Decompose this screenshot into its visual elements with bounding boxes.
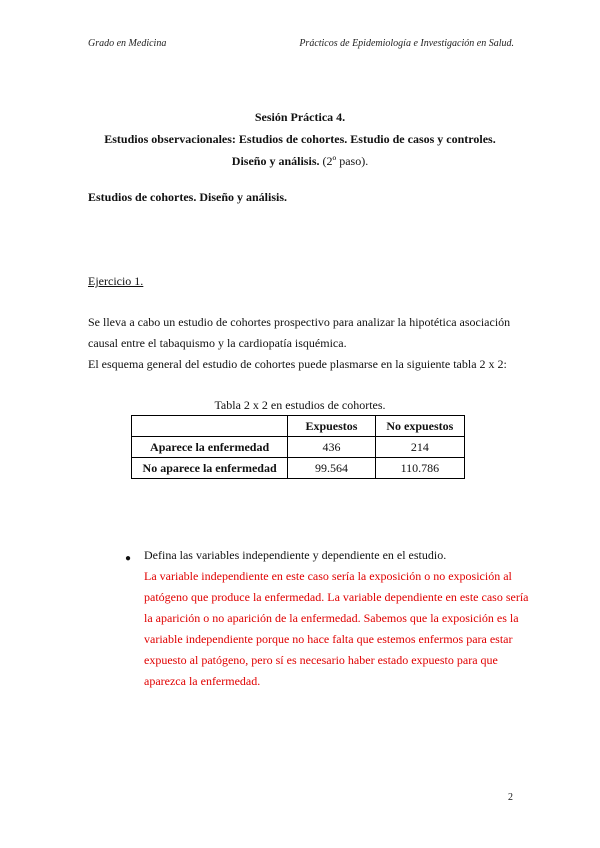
table-caption: Tabla 2 x 2 en estudios de cohortes. [214,398,386,412]
header-left: Grado en Medicina [88,38,167,49]
section-title: Estudios de cohortes. Diseño y análisis. [88,190,288,204]
table-cell: 99.564 [288,458,376,479]
title-line3-rest: (2º paso). [319,154,369,168]
bullet-item [125,545,530,692]
table-header-cell: Expuestos [288,416,376,437]
page-number: 2 [508,792,513,803]
bullet-question: Defina las variables independiente y dependiente en el estudio. [144,548,447,562]
table-cell: 436 [288,437,376,458]
title-block [0,106,600,172]
table-cell: 214 [375,437,464,458]
cohort-table [131,415,465,479]
table-row [132,437,465,458]
table-row-label: Aparece la enfermedad [132,437,288,458]
table-header-cell [132,416,288,437]
bullet-dot-icon: ● [125,553,132,564]
title-line1: Sesión Práctica 4. [254,110,346,124]
table-row-label: No aparece la enfermedad [132,458,288,479]
header-right: Prácticos de Epidemiología e Investigación en Salud. [299,38,514,49]
paragraph-2: El esquema general del estudio de cohortes puede plasmarse en la siguiente tabla 2 x 2: [88,357,507,371]
exercise-title: Ejercicio 1. [88,274,144,288]
table-header-cell: No expuestos [375,416,464,437]
paragraph-1: Se lleva a cabo un estudio de cohortes prospectivo para analizar la hipotética asociación causal entre el tabaquismo y la cardiopatía isquémica. [88,315,511,350]
title-line2: Estudios observacionales: Estudios de cohortes. Estudio de casos y controles. [104,132,496,146]
table-cell: 110.786 [375,458,464,479]
bullet-answer: La variable independiente en este caso sería la exposición o no exposición al patógeno que produce la enfermedad. La variable dependiente en este caso sería la aparición o no aparición de la enfermedad. Sabemos que la exposición es la variable independiente porque no hace falta que estemos enfermos para estar expuesto al patógeno, pero sí es necesario haber estado expuesto para que aparezca la enfermedad. [144,569,529,688]
table-row [132,458,465,479]
title-line3-bold: Diseño y análisis. [231,154,320,168]
table-header-row [132,416,465,437]
title-line3 [0,150,600,172]
